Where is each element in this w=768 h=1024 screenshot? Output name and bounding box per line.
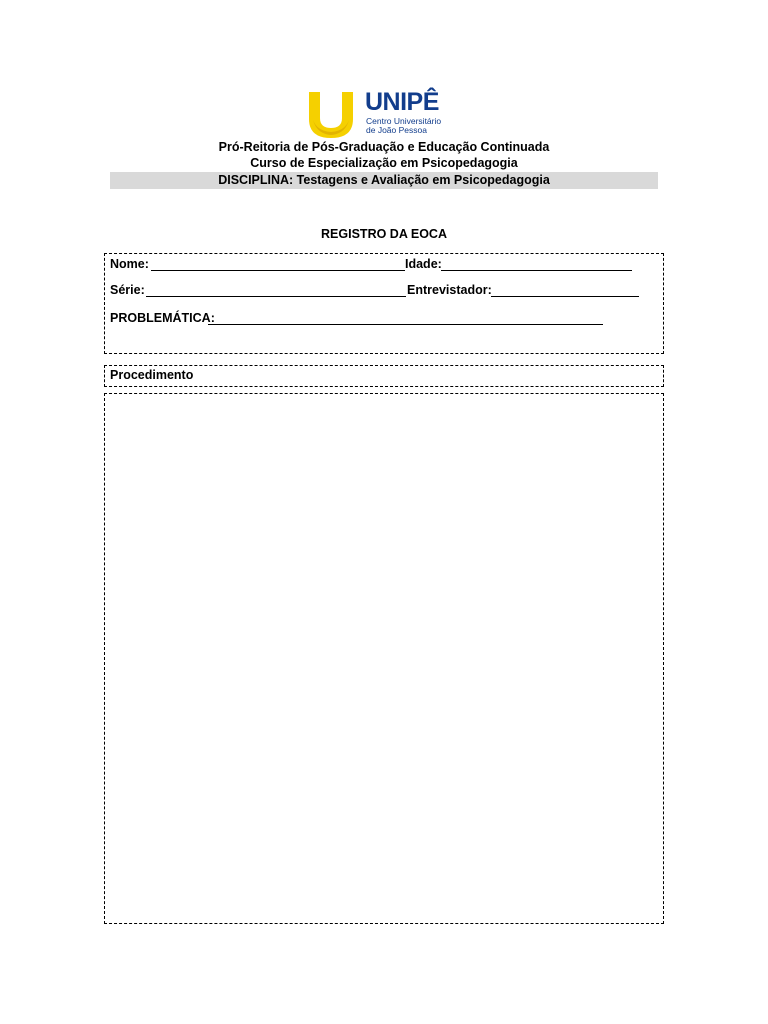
problematica-field[interactable]	[208, 311, 603, 325]
entrevistador-field[interactable]	[491, 283, 639, 297]
idade-label: Idade:	[405, 257, 442, 271]
idade-field[interactable]	[441, 257, 632, 271]
logo-wordmark: UNIPÊ	[365, 88, 439, 116]
procedimento-label: Procedimento	[110, 368, 194, 382]
nome-field[interactable]	[151, 257, 405, 271]
logo-subtitle-line1: Centro Universitário	[366, 116, 442, 126]
serie-label: Série:	[110, 283, 145, 297]
nome-label: Nome:	[110, 257, 149, 271]
unipe-u-icon	[307, 90, 355, 140]
header-line-pro-reitoria: Pró-Reitoria de Pós-Graduação e Educação Continuada	[218, 140, 550, 154]
logo-subtitle-line2: de João Pessoa	[366, 125, 427, 135]
entrevistador-label: Entrevistador:	[407, 283, 492, 297]
header-line-disciplina: DISCIPLINA: Testagens e Avaliação em Psicopedagogia	[110, 172, 658, 189]
header-line-curso: Curso de Especialização em Psicopedagogia	[250, 156, 518, 170]
logo-subtitle	[366, 117, 441, 135]
problematica-label: PROBLEMÁTICA:	[110, 311, 215, 325]
procedimento-area[interactable]	[104, 393, 664, 924]
form-title: REGISTRO DA EOCA	[321, 227, 447, 241]
unipe-logo	[307, 90, 447, 140]
serie-field[interactable]	[146, 283, 406, 297]
